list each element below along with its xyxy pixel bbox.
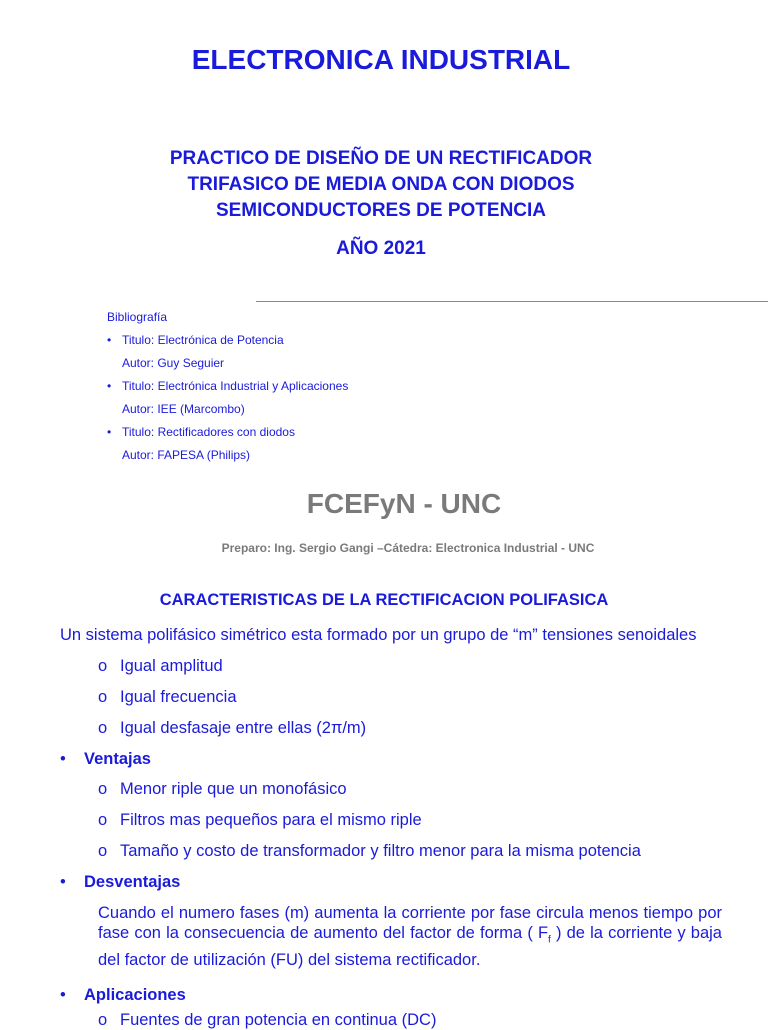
document-subtitle <box>0 146 762 224</box>
bullet-marker: • <box>107 333 112 347</box>
list-item-text: Igual amplitud <box>120 657 223 675</box>
prepared-by: Preparo: Ing. Sergio Gangi –Cátedra: Electronica Industrial - UNC <box>221 541 595 555</box>
subtitle-line: SEMICONDUCTORES DE POTENCIA <box>215 200 547 221</box>
bibliography-title: Titulo: Electrónica de Potencia <box>122 333 284 347</box>
bullet-marker: • <box>60 873 66 891</box>
bullet-marker: • <box>60 750 66 768</box>
intro-paragraph: Un sistema polifásico simétrico esta formado por un grupo de “m” tensiones senoidales <box>60 626 697 644</box>
bibliography-title: Titulo: Rectificadores con diodos <box>122 425 295 439</box>
list-item-text: Menor riple que un monofásico <box>120 780 347 798</box>
heading-label: Ventajas <box>84 750 151 768</box>
heading-label: Desventajas <box>84 873 181 891</box>
page-title: ELECTRONICA INDUSTRIAL <box>191 44 571 75</box>
list-item-text: Igual desfasaje entre ellas (2π/m) <box>120 719 367 737</box>
circle-marker: o <box>98 688 108 706</box>
list-item-text: Fuentes de gran potencia en continua (DC) <box>120 1011 437 1029</box>
circle-marker: o <box>98 657 108 675</box>
paragraph-text: Cuando el numero fases (m) aumenta la corriente por fase circula menos tiempo por fase con la consecuencia de aumento del factor de forma ( F <box>98 904 722 942</box>
bibliography-entry <box>107 421 348 467</box>
bibliography-heading: Bibliografía <box>107 310 168 324</box>
bibliography-title: Titulo: Electrónica Industrial y Aplicaciones <box>122 379 349 393</box>
circle-marker: o <box>98 811 108 829</box>
document-year: AÑO 2021 <box>336 238 426 259</box>
bullet-marker: • <box>107 425 112 439</box>
bibliography-entry <box>107 329 348 375</box>
bullet-marker: • <box>107 379 112 393</box>
bibliography-author: Autor: FAPESA (Philips) <box>122 448 251 462</box>
list-item-text: Filtros mas pequeños para el mismo riple <box>120 811 422 829</box>
circle-marker: o <box>98 719 108 737</box>
desventajas-paragraph <box>98 903 722 970</box>
subtitle-line: TRIFASICO DE MEDIA ONDA CON DIODOS <box>187 174 575 195</box>
paragraph-text: ) de la corriente y baja del factor de utilización (FU) del sistema rectificador. <box>98 924 722 970</box>
circle-marker: o <box>98 780 108 798</box>
circle-marker: o <box>98 1011 108 1029</box>
bibliography <box>107 306 348 467</box>
bullet-marker: • <box>60 986 66 1004</box>
list-item-text: Igual frecuencia <box>120 688 237 706</box>
bibliography-author: Autor: IEE (Marcombo) <box>122 402 245 416</box>
bibliography-entry <box>107 375 348 421</box>
divider-line <box>256 301 768 302</box>
list-item-text: Tamaño y costo de transformador y filtro menor para la misma potencia <box>120 842 641 860</box>
bibliography-author: Autor: Guy Seguier <box>122 356 225 370</box>
subtitle-line: PRACTICO DE DISEÑO DE UN RECTIFICADOR <box>169 148 593 169</box>
subscript-f: f <box>548 934 551 946</box>
section-title: CARACTERISTICAS DE LA RECTIFICACION POLIFASICA <box>159 591 609 609</box>
institution-name: FCEFyN - UNC <box>306 488 502 519</box>
circle-marker: o <box>98 842 108 860</box>
heading-label: Aplicaciones <box>84 986 186 1004</box>
